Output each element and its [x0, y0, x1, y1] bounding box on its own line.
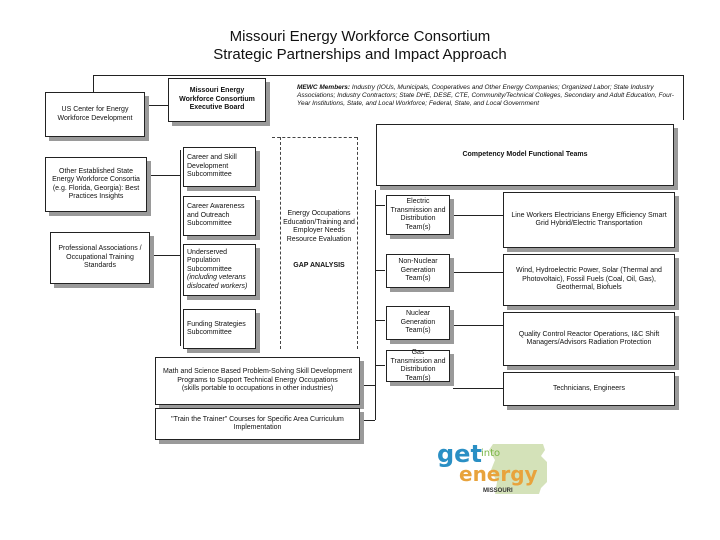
gap-dashed-left	[280, 137, 281, 349]
executive-board-label: Missouri Energy Workforce Consortium Executive Board	[179, 87, 255, 112]
wind-box	[503, 254, 675, 306]
non-nuclear-team-label: Non-Nuclear Generation Team(s)	[398, 258, 438, 283]
get-into-energy-logo	[435, 438, 555, 498]
us-center-connector	[148, 105, 168, 106]
career-awareness-label: Career Awareness and Outreach Subcommittee	[187, 203, 245, 228]
logo-state: MISSOURI	[483, 488, 513, 494]
electric-team-label: Electric Transmission and Distribution Team(s)	[390, 198, 446, 231]
executive-board-box	[168, 78, 266, 122]
funding-label: Funding Strategies Subcommittee	[187, 320, 246, 336]
top-connector	[93, 75, 683, 76]
gap-analysis-label: GAP ANALYSIS	[293, 262, 345, 269]
professional-label: Professional Associations / Occupational Training Standards	[58, 245, 142, 270]
underserved-label: Underserved Population Subcommittee	[187, 248, 232, 273]
gas-occupation-connector	[453, 388, 503, 389]
nuclear-team-label: Nuclear Generation Team(s)	[400, 310, 436, 335]
logo-get: get	[437, 440, 482, 468]
left-top-connector	[93, 75, 94, 93]
train-trainer-box	[155, 408, 360, 440]
gap-dashed-right	[357, 137, 358, 349]
gap-dashed-top	[272, 137, 357, 138]
us-center-box	[45, 92, 145, 137]
mewc-members-label: MEWC Members:	[297, 84, 351, 91]
page-title-line2: Strategic Partnerships and Impact Approach	[213, 46, 507, 63]
other-state-box	[45, 157, 147, 212]
team-spine	[375, 190, 376, 420]
page-title-line1: Missouri Energy Workforce Consortium	[229, 28, 491, 45]
us-center-label: US Center for Energy Workforce Development	[57, 106, 133, 122]
gas-team-box	[386, 350, 450, 382]
train-connector	[360, 420, 375, 421]
technicians-box	[503, 372, 675, 406]
electric-connector	[375, 205, 385, 206]
mewc-members-text	[297, 84, 682, 108]
non-nuclear-team-box	[386, 254, 450, 288]
electric-occupation-connector	[453, 215, 503, 216]
career-skill-box	[183, 147, 256, 187]
electric-team-box	[386, 195, 450, 235]
technicians-label: Technicians, Engineers	[553, 384, 625, 392]
funding-box	[183, 309, 256, 349]
other-state-label: Other Established State Energy Workforce Consortia (e.g. Florida, Georgia): Best Practices Insights	[52, 167, 140, 200]
gap-analysis-text: Energy Occupations Education/Training and Employer Needs Resource Evaluation	[283, 210, 355, 243]
nuclear-team-box	[386, 306, 450, 340]
math-science-label: Math and Science Based Problem-Solving Skill Development Programs to Support Technical Energy Occupations	[162, 368, 353, 384]
mewc-members-body: Industry (IOUs, Municipals, Cooperatives and Other Energy Companies; Organized Labor; State Industry Associations; Industry Contractors; State DHE, DESE, CTE, Community/Technical Colleges, Secondary and Adult Education, Four-Year Institutions, State, and Local Workforce; Federal, State, and Local Government	[297, 84, 674, 107]
underserved-box	[183, 244, 256, 296]
nuclear-connector	[375, 320, 385, 321]
logo-into: into	[481, 448, 501, 459]
math-science-box	[155, 357, 360, 405]
competency-box	[376, 124, 674, 186]
logo-energy: energy	[459, 462, 538, 486]
wind-label: Wind, Hydroelectric Power, Solar (Thermal and Photovoltaic), Fossil Fuels (Coal, Oil, Gas), Geothermal, Biofuels	[516, 267, 662, 292]
math-science-note: (skills portable to occupations in other industries)	[181, 385, 334, 393]
gas-connector	[375, 365, 385, 366]
underserved-note: (including veterans dislocated workers)	[187, 274, 248, 290]
quality-box	[503, 312, 675, 366]
gas-team-label: Gas Transmission and Distribution Team(s)	[390, 349, 446, 382]
career-skill-label: Career and Skill Development Subcommittee	[187, 154, 237, 179]
career-awareness-box	[183, 196, 256, 236]
competency-label: Competency Model Functional Teams	[462, 150, 588, 158]
professional-box	[50, 232, 150, 284]
right-top-connector	[683, 75, 684, 120]
line-workers-box	[503, 192, 675, 248]
professional-connector	[153, 255, 180, 256]
other-state-connector	[150, 175, 180, 176]
subcommittee-spine	[180, 150, 181, 346]
line-workers-label: Line Workers Electricians Energy Efficiency Smart Grid Hybrid/Electric Transportation	[511, 211, 667, 227]
nuclear-occupation-connector	[453, 325, 503, 326]
quality-label: Quality Control Reactor Operations, I&C Shift Managers/Advisors Radiation Protection	[518, 330, 660, 346]
math-science-connector	[360, 385, 375, 386]
train-trainer-label: "Train the Trainer" Courses for Specific Area Curriculum Implementation	[171, 415, 344, 431]
non-nuclear-connector	[375, 270, 385, 271]
non-nuclear-occupation-connector	[453, 272, 503, 273]
